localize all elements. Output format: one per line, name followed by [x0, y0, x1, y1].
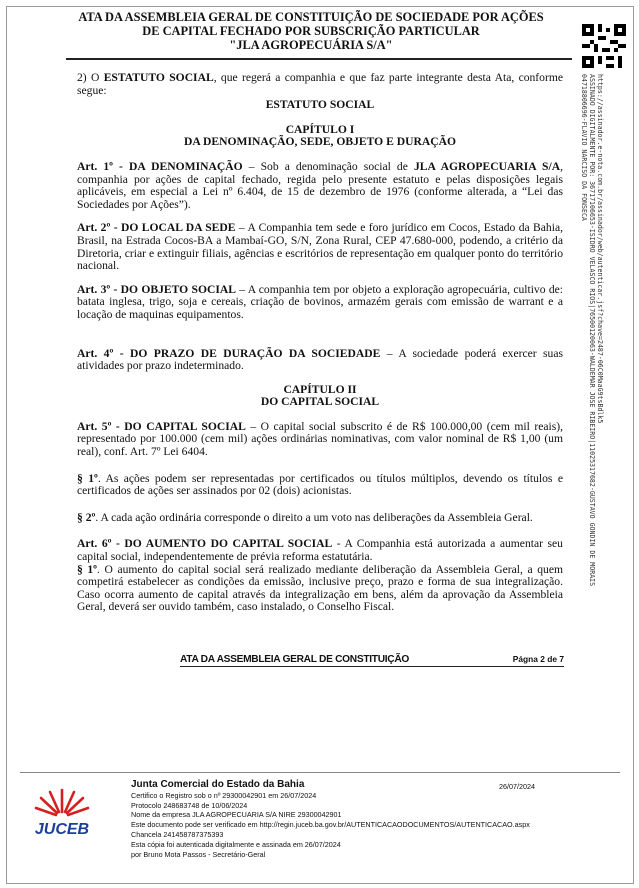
juceb-date: 26/07/2024	[499, 782, 535, 791]
company-line: Nome da empresa JLA AGROPECUARIA S/A NIRE 29300042901	[131, 810, 342, 820]
juceb-logo-icon	[14, 778, 114, 842]
article-3: Art. 3º - DO OBJETO SOCIAL – A companhia tem por objeto a exploração agropecuária, cultivo de: batata inglesa, trigo, soja e cereais, criação de bovinos, armazém gerais com emissão de warrant e a locação de maquinas equipamentos.	[77, 282, 563, 321]
juceb-logo-text: JUCEB	[34, 821, 90, 838]
authentication-line: Esta cópia foi autenticada digitalmente e assinada em 26/07/2024	[131, 839, 341, 849]
article-1: Art. 1º - DA DENOMINAÇÃO – Sob a denominação social de JLA AGROPECUARIA S/A, companhia por ações de capital fechado, regida pelo presente estatuto e pelas disposições legais aplicáveis, em especial a Lei nº 6.404, de 15 de dezembro de 1976 (conforme alterada, a “Lei das Sociedades por Ações”).	[77, 159, 564, 211]
chapter-2-subtitle: DO CAPITAL SOCIAL	[260, 395, 380, 409]
digital-signature-text	[580, 74, 604, 586]
article-label: Art. 5º - DO CAPITAL SOCIAL	[77, 419, 246, 433]
footer-divider	[180, 666, 564, 667]
paragraph-label: § 1º	[77, 471, 98, 485]
company-name: JLA AGROPECUARIA S/A	[413, 159, 561, 173]
juceb-title: Junta Comercial do Estado da Bahia	[131, 779, 305, 790]
signers-line: ASSINADO DIGITALMENTE POR: 36717106653-ISIDRO VELASCO RIOS|76500120063-WALDEMAR JOSE RIBEIRO|11025317682-GUSTAVO GONDIN DE MORAIS	[588, 74, 596, 587]
certificate-line: Certifico o Registro sob o nº 29300042901 em 26/07/2024	[131, 790, 317, 800]
header-line-1: ATA DA ASSEMBLEIA GERAL DE CONSTITUIÇÃO DE SOCIEDADE POR AÇÕES	[78, 10, 544, 24]
header-line-3: "JLA AGROPECUÁRIA S/A"	[229, 38, 393, 52]
paragraph-label: § 1º	[77, 562, 98, 576]
verification-url: https://assinador.e-nota.com.br/assinador/web/autenticar.jsf?chave=2487-06C0MaaG9tsBdlk5	[596, 74, 604, 424]
document-header	[66, 10, 556, 52]
intro-term: ESTATUTO SOCIAL	[103, 71, 214, 84]
paragraph-label: § 2º	[77, 510, 96, 524]
verification-line: Este documento pode ser verificado em http://regin.juceb.ba.gov.br/AUTENTICACAODOCUMENTOS/AUTENTICACAO.aspx	[131, 820, 530, 830]
article-label: Art. 1º - DA DENOMINAÇÃO	[77, 159, 243, 173]
article-6-paragraph-1: § 1º. O aumento do capital social será realizado mediante deliberação da Assembleia Geral, a quem competirá estabelecer as condições da emissão, inclusive preço, prazo e forma de sua integralização. Caso ocorra aumento de capital através da integralização em bens, além da aprovação da Assembleia Geral, deverá ser ouvido também, caso instalado, o Conselho Fiscal.	[77, 562, 563, 614]
article-5-paragraph-2: § 2º. A cada ação ordinária corresponde o direito a um voto nas deliberações da Assembleia Geral.	[77, 510, 533, 524]
article-label: Art. 6º - DO AUMENTO DO CAPITAL SOCIAL	[77, 537, 333, 551]
chancela-line: Chancela 241458787375393	[131, 829, 224, 839]
article-4: Art. 4º - DO PRAZO DE DURAÇÃO DA SOCIEDADE – A sociedade poderá exercer suas atividades por prazo indeterminado.	[77, 346, 563, 373]
article-5: Art. 5º - DO CAPITAL SOCIAL – O capital social subscrito é de R$ 100.000,00 (cem mil reais), representado por 100.000 (cem mil) ações ordinárias nominativas, com valor nominal de R$ 1,00 (um real), conf. Art. 7º Lei 6404.	[77, 419, 563, 459]
estatuto-title: ESTATUTO SOCIAL	[265, 98, 375, 112]
footer-title: ATA DA ASSEMBLEIA GERAL DE CONSTITUIÇÃO	[180, 654, 410, 665]
chapter-2-title: CAPÍTULO II	[283, 382, 357, 396]
intro-paragraph: 2) O ESTATUTO SOCIAL, que regerá a companhia e que faz parte integrante desta Ata, conforme segue:	[77, 71, 563, 97]
certificate-divider	[20, 772, 620, 773]
header-divider	[66, 58, 572, 60]
signers-line-2: 04718806696-FLAVIO NARCISO DA FONSECA	[580, 74, 588, 221]
signer-line: por Bruno Mota Passos - Secretário-Geral	[131, 849, 266, 859]
article-2: Art. 2º - DO LOCAL DA SEDE – A Companhia tem sede e foro jurídico em Cocos, Estado da Bahia, Brasil, na Estrada Cocos-BA a Mambaí-GO, S/N, Zona Rural, CEP 47.680-000, podendo, a critério da Diretoria, criar e extinguir filiais, agências e escritórios de representação em qualquer ponto do território nacional.	[77, 221, 563, 273]
article-label: Art. 3º - DO OBJETO SOCIAL	[77, 282, 236, 296]
article-6: Art. 6º - DO AUMENTO DO CAPITAL SOCIAL - A Companhia está autorizada a aumentar seu capital social, independentemente de prévia reforma estatutária.	[77, 537, 563, 564]
document-body	[77, 72, 563, 625]
article-5-paragraph-1: § 1º. As ações podem ser representadas por certificados ou títulos múltiplos, devendo os títulos e certificados de ações ser assinados por 02 (dois) acionistas.	[77, 471, 563, 498]
chapter-1-subtitle: DA DENOMINAÇÃO, SEDE, OBJETO E DURAÇÃO	[184, 135, 456, 149]
chapter-1-title: CAPÍTULO I	[285, 122, 355, 136]
juceb-certificate	[131, 780, 530, 859]
header-line-2: DE CAPITAL FECHADO POR SUBSCRIÇÃO PARTICULAR	[142, 24, 480, 38]
protocol-line: Protocolo 248683748 de 10/06/2024	[131, 800, 248, 810]
qr-code-icon	[582, 24, 626, 68]
page-number: Págna 2 de 7	[512, 654, 564, 664]
article-label: Art. 2º - DO LOCAL DA SEDE	[77, 221, 236, 235]
article-label: Art. 4º - DO PRAZO DE DURAÇÃO DA SOCIEDADE	[77, 346, 381, 360]
